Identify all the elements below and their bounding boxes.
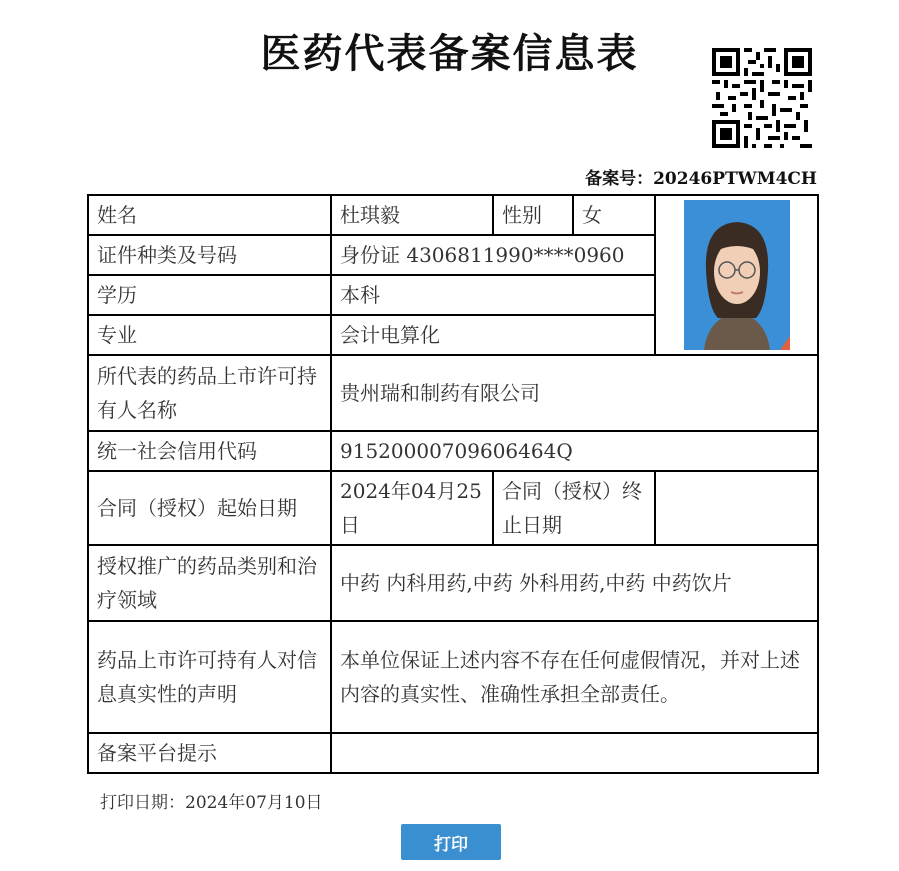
qr-code <box>712 48 812 148</box>
id-label: 证件种类及号码 <box>88 235 331 275</box>
education-value: 本科 <box>331 275 655 315</box>
end-date-value <box>655 471 818 545</box>
statement-label: 药品上市许可持有人对信息真实性的声明 <box>88 621 331 733</box>
person-photo <box>684 200 790 350</box>
category-value: 中药 内科用药,中药 外科用药,中药 中药饮片 <box>331 545 818 621</box>
start-date-label: 合同（授权）起始日期 <box>88 471 331 545</box>
credit-code-value: 91520000709606464Q <box>331 431 818 471</box>
gender-label: 性别 <box>493 195 573 235</box>
gender-value: 女 <box>573 195 655 235</box>
record-number: 备案号：20246PTWM4CH <box>585 169 817 189</box>
holder-label: 所代表的药品上市许可持有人名称 <box>88 355 331 431</box>
info-table <box>87 194 819 774</box>
print-date: 打印日期：2024年07月10日 <box>100 793 323 813</box>
platform-tip-value <box>331 733 818 773</box>
category-label: 授权推广的药品类别和治疗领域 <box>88 545 331 621</box>
platform-tip-label: 备案平台提示 <box>88 733 331 773</box>
id-value: 身份证 4306811990****0960 <box>331 235 655 275</box>
print-button[interactable]: 打印 <box>401 824 501 860</box>
name-value: 杜琪毅 <box>331 195 493 235</box>
page-title: 医药代表备案信息表 <box>260 30 639 77</box>
statement-value: 本单位保证上述内容不存在任何虚假情况，并对上述内容的真实性、准确性承担全部责任。 <box>331 621 818 733</box>
name-label: 姓名 <box>88 195 331 235</box>
end-date-label: 合同（授权）终止日期 <box>493 471 655 545</box>
major-value: 会计电算化 <box>331 315 655 355</box>
start-date-value: 2024年04月25日 <box>331 471 493 545</box>
education-label: 学历 <box>88 275 331 315</box>
credit-code-label: 统一社会信用代码 <box>88 431 331 471</box>
holder-value: 贵州瑞和制药有限公司 <box>331 355 818 431</box>
major-label: 专业 <box>88 315 331 355</box>
photo-cell <box>655 195 818 355</box>
